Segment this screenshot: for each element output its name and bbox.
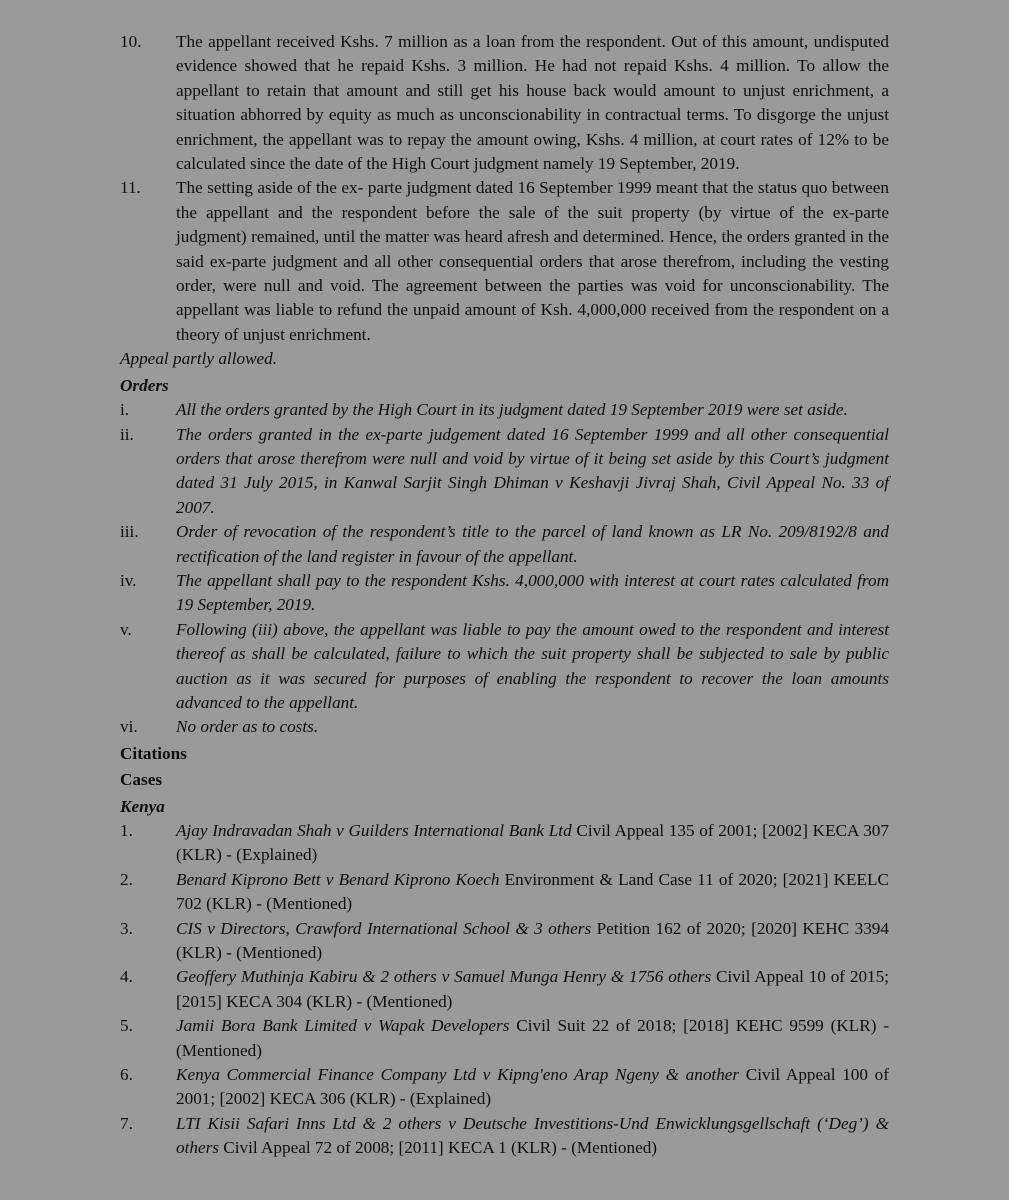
paragraph-text: The setting aside of the ex- parte judgment dated 16 September 1999 meant that the status quo between the appellant and the respondent before the sale of the suit property (by virtue of the ex-parte judgment) remained, until the matter was heard afresh and determined. Hence, the orders granted in the said ex-parte judgment and all other consequential orders that arose therefrom, including the vesting order, were null and void. The agreement between the parties was void for unconscionability. The appellant was liable to refund the unpaid amount of Ksh. 4,000,000 received from the respondent on a theory of unjust enrichment. (176, 178, 889, 344)
outcome-line: Appeal partly allowed. (120, 349, 278, 369)
order-number: iv. (120, 570, 137, 590)
case-citation (176, 1112, 889, 1161)
case-list (120, 819, 889, 1161)
order-item (120, 398, 889, 422)
orders-heading: Orders (120, 375, 169, 395)
case-item (120, 868, 889, 917)
paragraph-text: The appellant received Kshs. 7 million as a loan from the respondent. Out of this amount, undisputed evidence showed that he repaid Kshs. 3 million. He had not repaid Kshs. 4 million. To allow the appellant to retain that amount and still get his house back would amount to unjust enrichment, a situation abhorred by equity as much as unconscionability in contractual terms. To disgorge the unjust enrichment, the appellant was to repay the amount owing, Kshs. 4 million, at court rates of 12% to be calculated since the date of the High Court judgment namely 19 September, 2019. (176, 32, 889, 174)
case-reference: Civil Appeal 10 of 2015; [2015] KECA 304 (KLR) - (Mentioned) (176, 967, 889, 1011)
jurisdiction-heading: Kenya (120, 796, 165, 816)
order-text: Following (iii) above, the appellant was liable to pay the amount owed to the respondent and interest thereof as shall be calculated, failure to which the suit property shall be subjected to sale by public auction as it was secured for purposes of enabling the respondent to recover the loan amounts advanced to the appellant. (176, 619, 889, 712)
order-text: All the orders granted by the High Court in its judgment dated 19 September 2019 were set aside. (176, 400, 848, 420)
case-citation (176, 1014, 889, 1063)
case-name: Geoffery Muthinja Kabiru & 2 others v Samuel Munga Henry & 1756 others (176, 967, 712, 987)
case-item (120, 1014, 889, 1063)
order-text: Order of revocation of the respondent’s title to the parcel of land known as LR No. 209/8192/8 and rectification of the land register in favour of the appellant. (176, 522, 889, 566)
citations-heading: Citations (120, 743, 187, 763)
order-text: The orders granted in the ex-parte judgement dated 16 September 1999 and all other consequential orders that arose therefrom were null and void by virtue of it being set aside by this Court’s judgment dated 31 July 2015, in Kanwal Sarjit Singh Dhiman v Keshavji Jivraj Shah, Civil Appeal No. 33 of 2007. (176, 424, 889, 517)
order-number: i. (120, 400, 130, 420)
case-citation (176, 819, 889, 868)
case-name: Ajay Indravadan Shah v Guilders International Bank Ltd (176, 821, 572, 840)
case-name: CIS v Directors, Crawford International School & 3 others (176, 918, 592, 938)
case-name: Jamii Bora Bank Limited v Wapak Developers (176, 1016, 510, 1036)
order-number: vi. (120, 717, 138, 737)
paragraph-number: 11. (120, 178, 141, 198)
case-reference: Civil Suit 22 of 2018; [2018] KEHC 9599 (KLR) - (Mentioned) (176, 1016, 889, 1060)
order-item (120, 569, 889, 618)
order-number: iii. (120, 522, 139, 542)
paragraph-number: 10. (120, 32, 142, 51)
case-number: 5. (120, 1016, 133, 1036)
order-item (120, 715, 889, 739)
order-text: The appellant shall pay to the respondent Kshs. 4,000,000 with interest at court rates calculated from 19 September, 2019. (176, 570, 889, 615)
case-reference: Civil Appeal 100 of 2001; [2002] KECA 306 (KLR) - (Explained) (176, 1065, 889, 1109)
case-number: 6. (120, 1065, 133, 1085)
case-name: LTI Kisii Safari Inns Ltd & 2 others v Deutsche Investitions-Und Enwicklungsgellschaft (‘Deg’) & others (176, 1113, 889, 1158)
case-item (120, 965, 889, 1014)
order-number: ii. (120, 424, 134, 444)
order-text: No order as to costs. (176, 717, 319, 737)
case-name: Benard Kiprono Bett v Benard Kiprono Koech (176, 869, 500, 889)
holding-paragraph (120, 176, 889, 347)
case-number: 7. (120, 1113, 133, 1133)
case-citation (176, 868, 889, 917)
order-item (120, 520, 889, 569)
holding-paragraph (120, 30, 889, 176)
case-number: 3. (120, 918, 133, 938)
order-item (120, 423, 889, 521)
case-item (120, 1112, 889, 1161)
case-citation (176, 917, 889, 966)
case-citation (176, 1063, 889, 1112)
order-number: v. (120, 619, 132, 639)
order-item (120, 618, 889, 716)
cases-heading: Cases (120, 770, 163, 790)
case-reference: Civil Appeal 135 of 2001; [2002] KECA 307 (KLR) - (Explained) (176, 821, 889, 865)
case-item (120, 1063, 889, 1112)
case-number: 4. (120, 967, 133, 987)
case-item (120, 819, 889, 868)
case-citation (176, 965, 889, 1014)
case-reference: Petition 162 of 2020; [2020] KEHC 3394 (KLR) - (Mentioned) (176, 918, 889, 963)
case-reference: Civil Appeal 72 of 2008; [2011] KECA 1 (KLR) - (Mentioned) (218, 1138, 658, 1158)
case-number: 1. (120, 821, 133, 840)
case-reference: Environment & Land Case 11 of 2020; [2021] KEELC 702 (KLR) - (Mentioned) (176, 869, 890, 914)
case-item (120, 917, 889, 966)
case-number: 2. (120, 869, 133, 889)
case-name: Kenya Commercial Finance Company Ltd v Kipng'eno Arap Ngeny & another (176, 1065, 740, 1085)
